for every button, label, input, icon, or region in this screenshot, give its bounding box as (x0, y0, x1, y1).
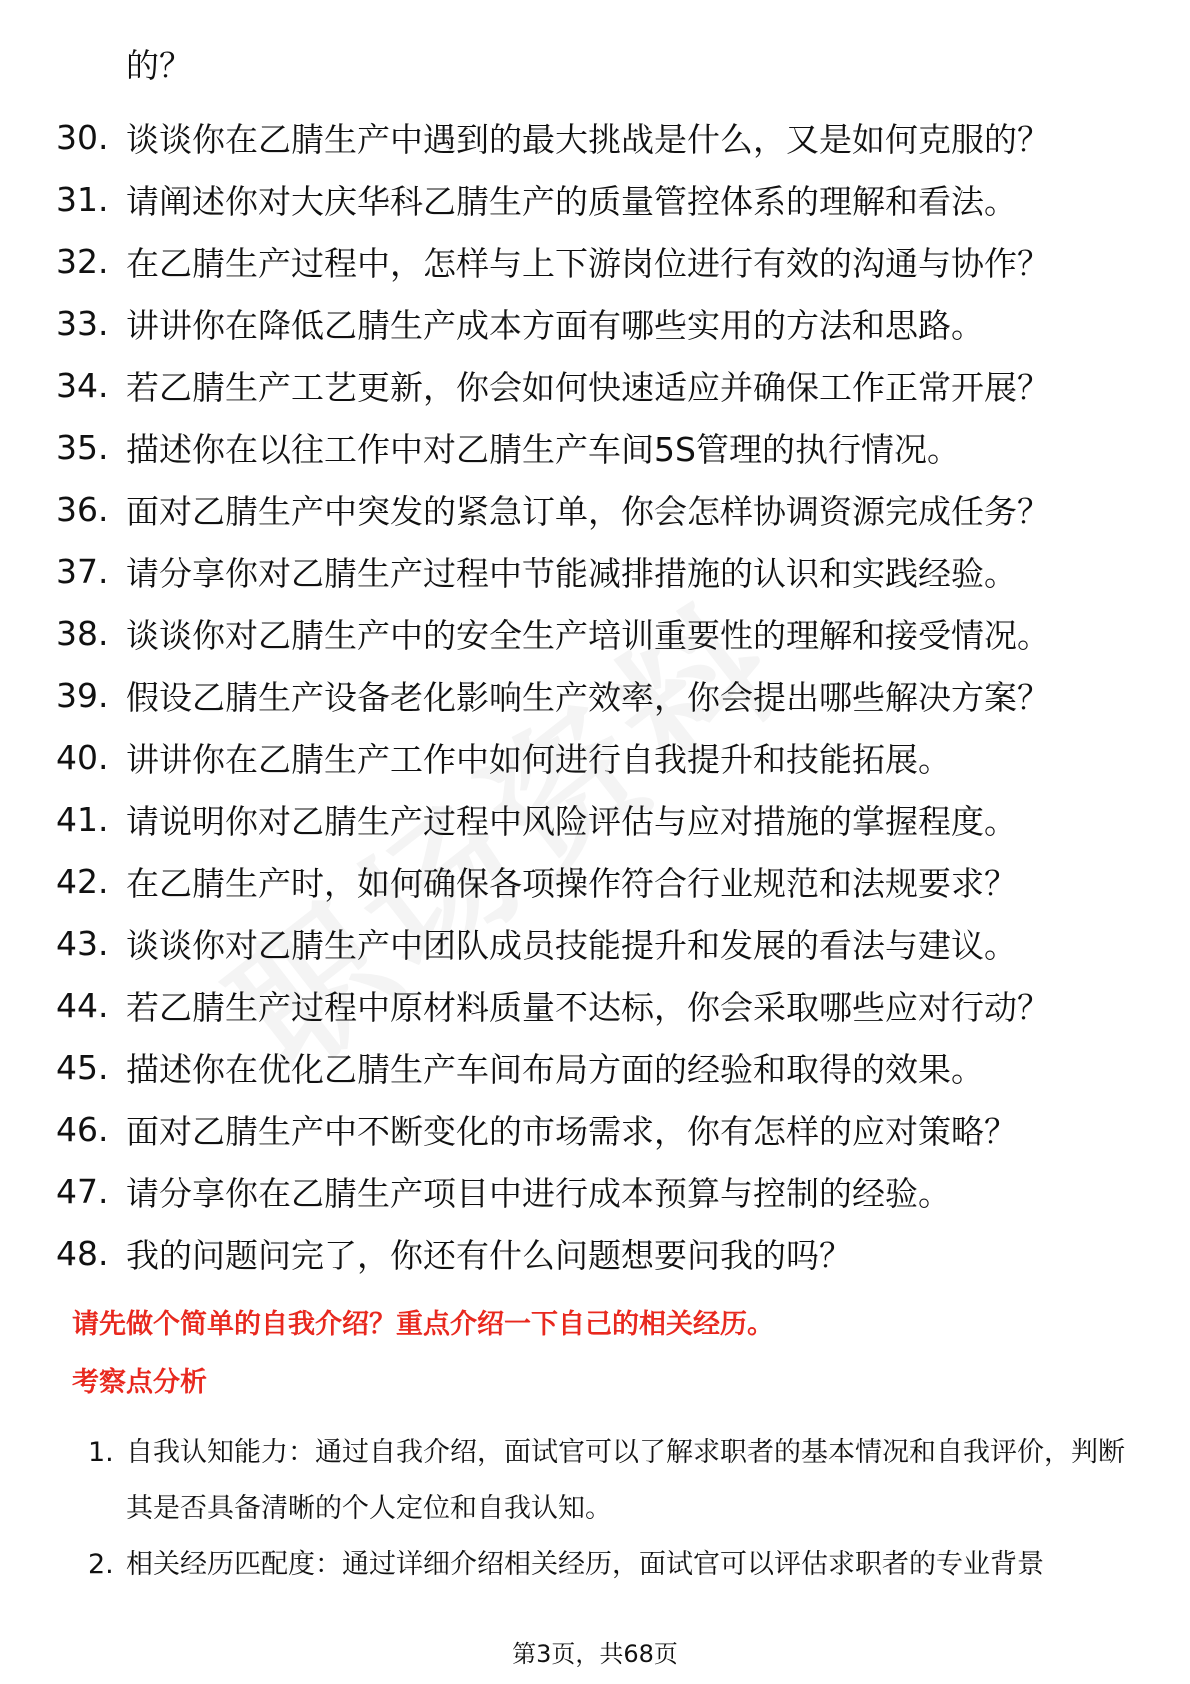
continued-question-text: 的？ (126, 46, 192, 85)
list-item (56, 292, 1050, 354)
question-list (56, 106, 1050, 1284)
question-number: 32. (56, 241, 109, 281)
question-text: 面对乙腈生产中突发的紧急订单，你会怎样协调资源完成任务？ (126, 491, 1050, 531)
question-text: 在乙腈生产过程中，怎样与上下游岗位进行有效的沟通与协作？ (126, 243, 1050, 283)
question-number: 40. (56, 737, 109, 777)
analysis-list (88, 1425, 1128, 1593)
question-number: 48. (56, 1233, 109, 1273)
question-number: 39. (56, 675, 109, 715)
question-text: 若乙腈生产工艺更新，你会如何快速适应并确保工作正常开展？ (126, 367, 1050, 407)
list-item (56, 726, 1050, 788)
question-number: 35. (56, 427, 109, 467)
question-number: 43. (56, 923, 109, 963)
question-text: 面对乙腈生产中不断变化的市场需求，你有怎样的应对策略？ (126, 1111, 1017, 1151)
question-text: 请说明你对乙腈生产过程中风险评估与应对措施的掌握程度。 (126, 801, 1017, 841)
list-item (56, 664, 1050, 726)
question-text: 我的问题问完了，你还有什么问题想要问我的吗？ (126, 1235, 852, 1275)
section-question-heading: 请先做个简单的自我介绍？重点介绍一下自己的相关经历。 (72, 1309, 774, 1340)
list-item (56, 106, 1050, 168)
list-item (56, 602, 1050, 664)
question-text: 谈谈你对乙腈生产中的安全生产培训重要性的理解和接受情况。 (126, 615, 1050, 655)
question-text: 请分享你对乙腈生产过程中节能减排措施的认识和实践经验。 (126, 553, 1017, 593)
list-item (56, 478, 1050, 540)
question-text: 描述你在优化乙腈生产车间布局方面的经验和取得的效果。 (126, 1049, 984, 1089)
question-number: 44. (56, 985, 109, 1025)
question-text: 请阐述你对大庆华科乙腈生产的质量管控体系的理解和看法。 (126, 181, 1017, 221)
question-number: 41. (56, 799, 109, 839)
list-item (56, 1222, 1050, 1284)
question-number: 34. (56, 365, 109, 405)
analysis-text: 自我认知能力：通过自我介绍，面试官可以了解求职者的基本情况和自我评价，判断其是否具备清晰的个人定位和自我认知。 (126, 1437, 1125, 1524)
question-text: 讲讲你在降低乙腈生产成本方面有哪些实用的方法和思路。 (126, 305, 984, 345)
question-number: 38. (56, 613, 109, 653)
question-text: 在乙腈生产时，如何确保各项操作符合行业规范和法规要求？ (126, 863, 1017, 903)
question-number: 45. (56, 1047, 109, 1087)
list-item (56, 540, 1050, 602)
list-item (88, 1425, 1128, 1537)
list-item (56, 168, 1050, 230)
question-number: 47. (56, 1171, 109, 1211)
question-number: 42. (56, 861, 109, 901)
question-number: 46. (56, 1109, 109, 1149)
list-item (56, 1098, 1050, 1160)
analysis-heading: 考察点分析 (72, 1367, 207, 1398)
question-number: 30. (56, 117, 109, 157)
page-footer: 第3页，共68页 (512, 1640, 678, 1668)
list-item (56, 1160, 1050, 1222)
question-text: 谈谈你对乙腈生产中团队成员技能提升和发展的看法与建议。 (126, 925, 1017, 965)
list-item (56, 354, 1050, 416)
analysis-number: 1. (88, 1437, 114, 1468)
question-text: 谈谈你在乙腈生产中遇到的最大挑战是什么，又是如何克服的？ (126, 119, 1050, 159)
analysis-text: 相关经历匹配度：通过详细介绍相关经历，面试官可以评估求职者的专业背景 (126, 1549, 1044, 1580)
question-text: 假设乙腈生产设备老化影响生产效率，你会提出哪些解决方案？ (126, 677, 1050, 717)
list-item (88, 1537, 1128, 1593)
list-item (56, 230, 1050, 292)
analysis-number: 2. (88, 1549, 114, 1580)
question-number: 33. (56, 303, 109, 343)
list-item (56, 788, 1050, 850)
question-text: 描述你在以往工作中对乙腈生产车间5S管理的执行情况。 (126, 429, 960, 469)
list-item (56, 850, 1050, 912)
question-number: 31. (56, 179, 109, 219)
question-text: 若乙腈生产过程中原材料质量不达标，你会采取哪些应对行动？ (126, 987, 1050, 1027)
question-text: 讲讲你在乙腈生产工作中如何进行自我提升和技能拓展。 (126, 739, 951, 779)
list-item (56, 1036, 1050, 1098)
list-item (56, 912, 1050, 974)
list-item (56, 416, 1050, 478)
list-item (56, 974, 1050, 1036)
question-number: 37. (56, 551, 109, 591)
question-number: 36. (56, 489, 109, 529)
question-text: 请分享你在乙腈生产项目中进行成本预算与控制的经验。 (126, 1173, 951, 1213)
